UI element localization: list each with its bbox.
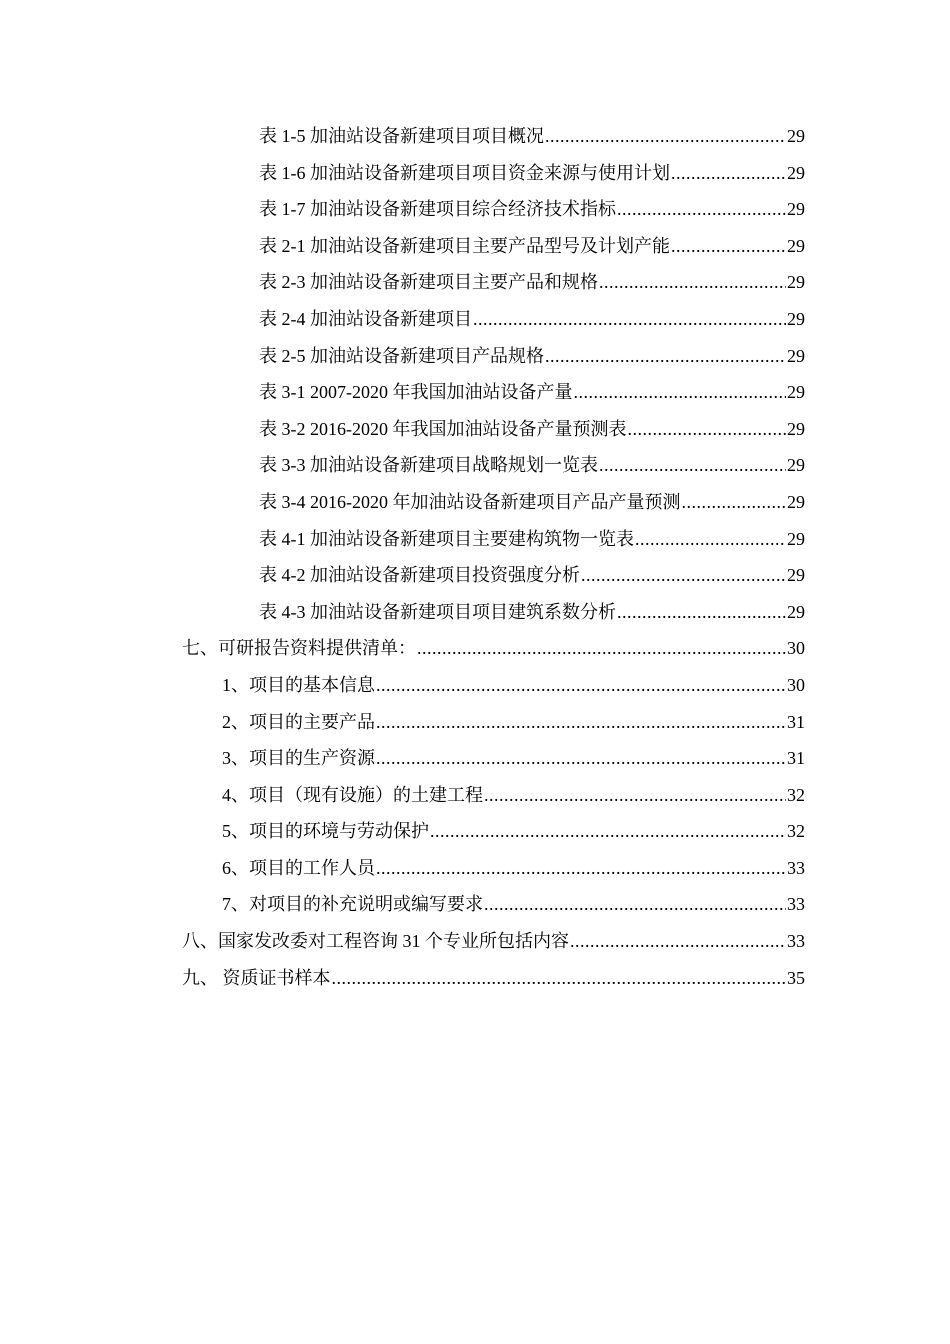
toc-leader-dots: [635, 521, 786, 558]
toc-entry-page-number: 33: [787, 894, 805, 915]
toc-entry-label: 1、项目的基本信息: [222, 674, 375, 695]
toc-leader-dots: [570, 923, 786, 960]
toc-entry-page-number: 32: [787, 821, 805, 842]
toc-entry-page-number: 29: [787, 308, 805, 329]
toc-entry[interactable]: [0, 338, 950, 375]
toc-entry-page-number: 31: [787, 748, 805, 769]
toc-entry[interactable]: [0, 155, 950, 192]
toc-leader-dots: [430, 813, 786, 850]
toc-entry-page-number: 30: [787, 674, 805, 695]
toc-entry-label: 表 4-3 加油站设备新建项目项目建筑系数分析: [259, 601, 616, 622]
toc-entry-page-number: 29: [787, 199, 805, 220]
toc-entry[interactable]: [0, 118, 950, 155]
toc-entry-label: 2、项目的主要产品: [222, 711, 375, 732]
toc-leader-dots: [671, 228, 786, 265]
toc-entry-label: 表 3-4 2016-2020 年加油站设备新建项目产品产量预测: [259, 491, 681, 512]
toc-entry[interactable]: [0, 740, 950, 777]
toc-entry[interactable]: [0, 191, 950, 228]
toc-entry-page-number: 29: [787, 272, 805, 293]
toc-entry-label: 4、项目（现有设施）的土建工程: [222, 784, 483, 805]
toc-entry-label: 表 1-7 加油站设备新建项目综合经济技术指标: [259, 199, 616, 220]
toc-entry-label: 6、项目的工作人员: [222, 857, 375, 878]
toc-entry-label: 7、对项目的补充说明或编写要求: [222, 894, 483, 915]
toc-leader-dots: [376, 704, 786, 741]
toc-entry-label: 九、 资质证书样本: [182, 967, 331, 988]
toc-entry-page-number: 29: [787, 528, 805, 549]
toc-entry-page-number: 29: [787, 162, 805, 183]
toc-leader-dots: [376, 667, 786, 704]
toc-entry[interactable]: [0, 923, 950, 960]
toc-leader-dots: [545, 338, 786, 375]
toc-leader-dots: [473, 301, 786, 338]
toc-entry[interactable]: [0, 374, 950, 411]
toc-entry-label: 表 2-5 加油站设备新建项目产品规格: [259, 345, 544, 366]
toc-entry-page-number: 31: [787, 711, 805, 732]
toc-entry-label: 七、可研报告资料提供清单：: [182, 638, 416, 659]
toc-leader-dots: [617, 594, 786, 631]
toc-leader-dots: [417, 630, 786, 667]
toc-leader-dots: [484, 777, 786, 814]
toc-entry[interactable]: [0, 704, 950, 741]
toc-entry-page-number: 29: [787, 418, 805, 439]
toc-entry-page-number: 33: [787, 857, 805, 878]
toc-leader-dots: [682, 484, 787, 521]
toc-entry-page-number: 32: [787, 784, 805, 805]
toc-entry[interactable]: [0, 777, 950, 814]
toc-leader-dots: [581, 557, 786, 594]
toc-entry[interactable]: [0, 301, 950, 338]
toc-entry[interactable]: [0, 960, 950, 997]
toc-entry-page-number: 29: [787, 235, 805, 256]
toc-entry-page-number: 29: [787, 382, 805, 403]
toc-leader-dots: [484, 886, 786, 923]
toc-entry-label: 八、国家发改委对工程咨询 31 个专业所包括内容: [182, 931, 569, 952]
toc-entry-page-number: 33: [787, 931, 805, 952]
toc-entry[interactable]: [0, 264, 950, 301]
toc-leader-dots: [332, 960, 787, 997]
toc-entry-label: 5、项目的环境与劳动保护: [222, 821, 429, 842]
toc-leader-dots: [376, 850, 786, 887]
toc-entry-label: 表 3-1 2007-2020 年我国加油站设备产量: [259, 382, 573, 403]
table-of-contents: [0, 118, 950, 996]
toc-entry[interactable]: [0, 886, 950, 923]
toc-entry-label: 表 2-4 加油站设备新建项目: [259, 308, 472, 329]
toc-entry-label: 表 1-6 加油站设备新建项目项目资金来源与使用计划: [259, 162, 670, 183]
toc-entry[interactable]: [0, 594, 950, 631]
toc-leader-dots: [599, 447, 786, 484]
toc-entry-label: 表 3-2 2016-2020 年我国加油站设备产量预测表: [259, 418, 627, 439]
toc-entry[interactable]: [0, 557, 950, 594]
toc-entry-page-number: 29: [787, 345, 805, 366]
toc-entry-label: 表 4-2 加油站设备新建项目投资强度分析: [259, 565, 580, 586]
toc-entry[interactable]: [0, 667, 950, 704]
toc-entry[interactable]: [0, 630, 950, 667]
toc-entry-page-number: 29: [787, 455, 805, 476]
toc-entry[interactable]: [0, 521, 950, 558]
toc-entry[interactable]: [0, 411, 950, 448]
toc-entry-label: 表 2-3 加油站设备新建项目主要产品和规格: [259, 272, 598, 293]
toc-leader-dots: [628, 411, 787, 448]
toc-entry-page-number: 30: [787, 638, 805, 659]
toc-entry[interactable]: [0, 447, 950, 484]
toc-leader-dots: [671, 155, 786, 192]
toc-entry-label: 表 3-3 加油站设备新建项目战略规划一览表: [259, 455, 598, 476]
toc-leader-dots: [574, 374, 787, 411]
toc-entry[interactable]: [0, 228, 950, 265]
toc-entry[interactable]: [0, 813, 950, 850]
toc-entry-page-number: 35: [787, 967, 805, 988]
toc-entry-page-number: 29: [787, 126, 805, 146]
toc-leader-dots: [376, 740, 786, 777]
toc-leader-dots: [599, 264, 786, 301]
toc-entry-page-number: 29: [787, 601, 805, 622]
toc-entry-label: 3、项目的生产资源: [222, 748, 375, 769]
toc-entry-label: 表 4-1 加油站设备新建项目主要建构筑物一览表: [259, 528, 634, 549]
toc-entry[interactable]: [0, 850, 950, 887]
toc-entry-label: 表 1-5 加油站设备新建项目项目概况: [259, 126, 544, 146]
toc-leader-dots: [545, 118, 786, 155]
toc-entry-label: 表 2-1 加油站设备新建项目主要产品型号及计划产能: [259, 235, 670, 256]
toc-entry[interactable]: [0, 484, 950, 521]
toc-leader-dots: [617, 191, 786, 228]
toc-entry-page-number: 29: [787, 491, 805, 512]
toc-entry-page-number: 29: [787, 565, 805, 586]
